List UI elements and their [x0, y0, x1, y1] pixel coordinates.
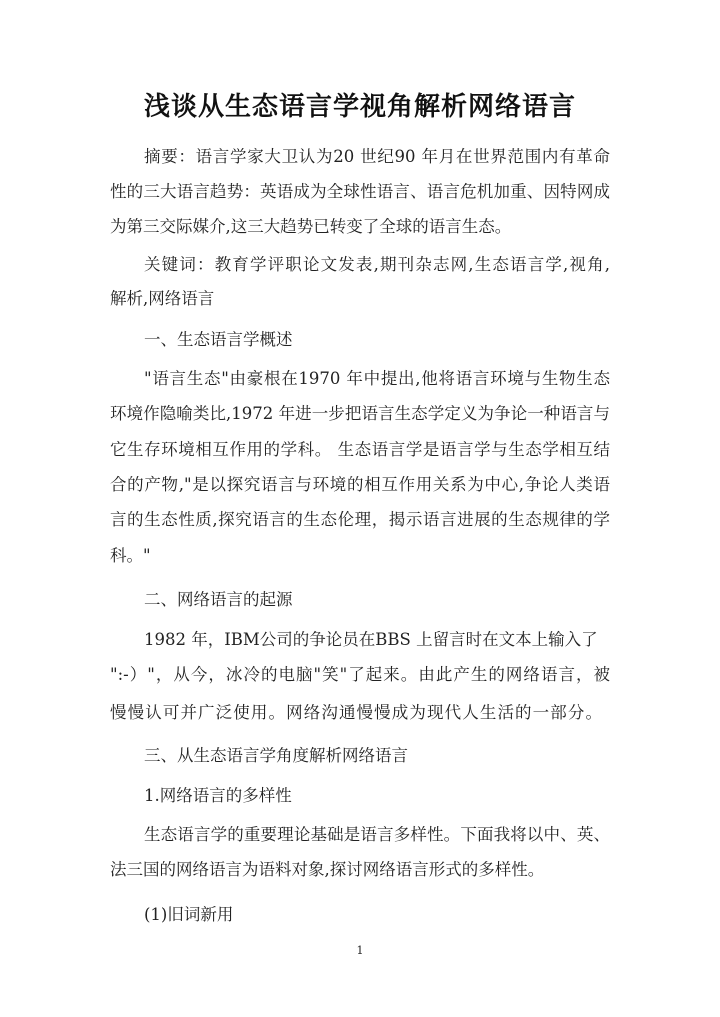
- subsection-heading: 1.网络语言的多样性: [144, 786, 292, 805]
- paragraph-line: "语言生态"由豪根在1970 年中提出,他将语言环境与生物生态: [144, 369, 610, 388]
- section-heading: 一、生态语言学概述: [144, 330, 293, 349]
- section-heading: 二、网络语言的起源: [144, 590, 293, 609]
- paragraph-line: 法三国的网络语言为语料对象,探讨网络语言形式的多样性。: [110, 860, 545, 879]
- paragraph-line: 关键词：教育学评职论文发表,期刊杂志网,生态语言学,视角,: [144, 255, 610, 274]
- paragraph-line: 它生存环境相互作用的学科。 生态语言学是语言学与生态学相互结: [110, 440, 610, 459]
- paragraph-line: 性的三大语言趋势：英语成为全球性语言、语言危机加重、因特网成: [110, 182, 610, 201]
- paragraph-line: 科。": [110, 546, 151, 565]
- paragraph-line: 为第三交际媒介,这三大趋势已转变了全球的语言生态。: [110, 217, 512, 236]
- paragraph-line: 1982 年，IBM公司的争论员在BBS 上留言时在文本上输入了: [144, 630, 598, 649]
- document-title: 浅谈从生态语言学视角解析网络语言: [143, 92, 576, 122]
- subsection-heading: (1)旧词新用: [144, 905, 234, 924]
- paragraph-line: 言的生态性质,探究语言的生态伦理，揭示语言进展的生态规律的学: [110, 510, 610, 529]
- paragraph-line: ":-）"，从今，冰冷的电脑"笑"了起来。由此产生的网络语言，被: [110, 665, 610, 684]
- paragraph-line: 摘要：语言学家大卫认为20 世纪90 年月在世界范围内有革命: [144, 147, 610, 166]
- paragraph-line: 生态语言学的重要理论基础是语言多样性。下面我将以中、英、: [144, 825, 610, 844]
- paragraph-line: 环境作隐喻类比,1972 年进一步把语言生态学定义为争论一种语言与: [110, 404, 610, 423]
- section-heading: 三、从生态语言学角度解析网络语言: [144, 746, 408, 765]
- paragraph-line: 合的产物,"是以探究语言与环境的相互作用关系为中心,争论人类语: [110, 475, 610, 494]
- paragraph-line: 解析,网络语言: [110, 289, 215, 308]
- paragraph-line: 慢慢认可并广泛使用。网络沟通慢慢成为现代人生活的一部分。: [110, 703, 602, 722]
- page-number: 1: [356, 944, 364, 957]
